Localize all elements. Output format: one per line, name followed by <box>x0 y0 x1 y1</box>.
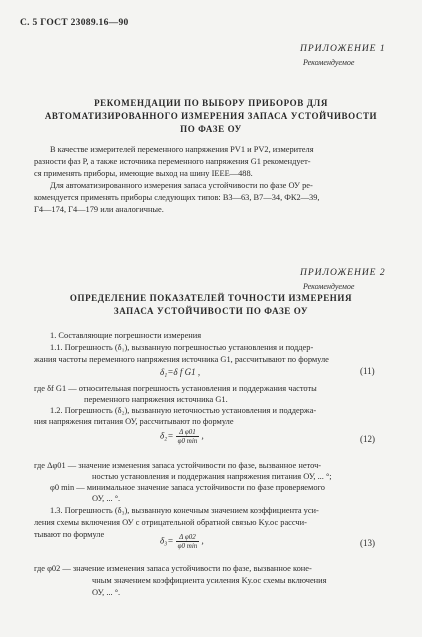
appendix-1-heading-line3: ПО ФАЗЕ ОУ <box>180 124 242 134</box>
where1-line1: где δf G1 — относительная погрешность установления и поддержания частоты <box>34 384 317 393</box>
where2-line1: где Δφ01 — значение изменения запаса устойчивости по фазе, вызванное неточ- <box>34 461 322 470</box>
appendix-1-para1-line2: разности фаз P, а также источника переменного напряжения G1 рекомендует- <box>34 157 311 166</box>
where3-line1: где φ02 — значение изменения запаса устойчивости по фазе, вызванное коне- <box>34 564 312 573</box>
appendix-2-status: Рекомендуемое <box>303 282 355 291</box>
where3-line3: ОУ, ... °. <box>92 588 121 597</box>
appendix-1-para2-line2: комендуется применять приборы следующих типов: В3—63, В7—34, ФК2—39, <box>34 193 320 202</box>
appendix-2-heading-line2: ЗАПАСА УСТОЙЧИВОСТИ ПО ФАЗЕ ОУ <box>113 306 309 316</box>
where1-line2: переменного напряжения источника G1. <box>84 395 228 404</box>
formula-13-number: (13) <box>360 538 375 548</box>
formula-12-lhs: δ₂= <box>160 430 174 441</box>
formula-12-numerator: Δ φ01 <box>176 428 200 437</box>
appendix-1-title: ПРИЛОЖЕНИЕ 1 <box>300 44 386 54</box>
where2-line3: φ0 min — минимальное значение запаса устойчивости по фазе проверяемого <box>50 483 325 492</box>
appendix-1-heading-line2: АВТОМАТИЗИРОВАННОГО ИЗМЕРЕНИЯ ЗАПАСА УСТОЙЧИВОСТИ <box>44 111 378 121</box>
appendix-1-para1-line1: В качестве измерителей переменного напряжения PV1 и PV2, измерителя <box>50 145 314 154</box>
appendix-2-title: ПРИЛОЖЕНИЕ 2 <box>300 268 386 278</box>
formula-12-number: (12) <box>360 434 375 444</box>
appendix-2-heading-line1: ОПРЕДЕЛЕНИЕ ПОКАЗАТЕЛЕЙ ТОЧНОСТИ ИЗМЕРЕНИЯ <box>69 293 353 303</box>
where2-line2: ностью установления и поддержания напряжения питания ОУ, ... °; <box>92 472 332 481</box>
appendix-1-status: Рекомендуемое <box>303 58 355 67</box>
appendix-1-para2-line3: Г4—174, Г4—179 или аналогичные. <box>34 205 164 214</box>
where3-line2: чным значением коэффициента усиления Kу.ос схемы включения <box>92 576 327 585</box>
formula-13-lhs: δ₃= <box>160 535 174 546</box>
appendix-1-heading-line1: РЕКОМЕНДАЦИИ ПО ВЫБОРУ ПРИБОРОВ ДЛЯ <box>94 98 328 108</box>
appendix-1-para1-line3: ся применять приборы, имеющие выход на шину IEEE—488. <box>34 169 253 178</box>
where2-line4: ОУ, ... °. <box>92 494 121 503</box>
appendix-1-para2-line1: Для автоматизированного измерения запаса устойчивости по фазе ОУ ре- <box>50 181 313 190</box>
formula-11: δ₁=δ f G1 , <box>160 367 201 377</box>
formula-13-denominator: φ0 min <box>177 542 198 550</box>
formula-12-denominator: φ0 min <box>177 437 198 445</box>
formula-12-tail: , <box>201 430 204 441</box>
s11-line2: жания частоты переменного напряжения источника G1, рассчитывают по формуле <box>34 355 329 364</box>
s12-line1: 1.2. Погрешность (δ₂), вызванную неточностью установления и поддержа- <box>50 406 317 415</box>
formula-11-number: (11) <box>360 366 375 376</box>
s13-line2: ления схемы включения ОУ с отрицательной обратной связью Kу.ос рассчи- <box>34 518 307 527</box>
s11-line1: 1.1. Погрешность (δ₁), вызванную погрешностью установления и поддер- <box>50 343 314 352</box>
formula-12-fraction <box>176 428 200 445</box>
page-header: С. 5 ГОСТ 23089.16—90 <box>20 18 129 28</box>
s13-line3: тывают по формуле <box>34 530 105 539</box>
formula-13 <box>160 533 204 550</box>
section-1-title: 1. Составляющие погрешности измерения <box>50 331 202 340</box>
formula-13-fraction <box>176 533 200 550</box>
formula-13-numerator: Δ φ02 <box>176 533 200 542</box>
s12-line2: ния напряжения питания ОУ, рассчитывают по формуле <box>34 417 234 426</box>
formula-13-tail: , <box>201 535 204 546</box>
s13-line1: 1.3. Погрешность (δ₃), вызванную конечным значением коэффициента уси- <box>50 506 319 515</box>
formula-12 <box>160 428 204 445</box>
